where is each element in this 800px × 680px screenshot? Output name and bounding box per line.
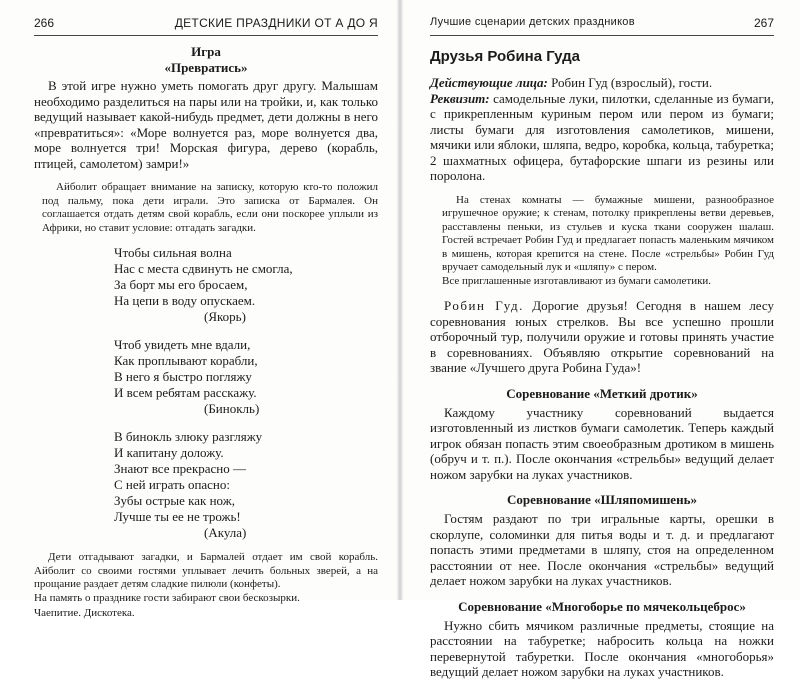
riddle-2	[114, 337, 378, 417]
closing-note-3: Чаепитие. Дискотека.	[34, 607, 135, 619]
riddle-2-line: В него я быстро погляжу	[114, 369, 252, 384]
competition-2-title: Соревнование «Шляпомишень»	[507, 492, 697, 507]
riddle-1-line: Нас с места сдвинуть не смогла,	[114, 261, 293, 276]
left-page-content	[34, 44, 378, 621]
riddle-3-answer: (Акула)	[204, 525, 247, 540]
riddle-2-line: Как проплывают корабли,	[114, 353, 258, 368]
stage-note-1: На стенах комнаты — бумажные мишени, разнообразное игрушечное оружие; к стенам, потолку прикреплены ветви деревьев, расставлены пеньки, из стульев и куска ткани сооружен шалаш. Гостей встречает Робин Гуд и предлагает попасть маленьким мячиком в мишень, которая крепится на стене. После «стрельбы» Робин Гуд вручает самодельный лук и «шляпу» с пером.	[442, 193, 774, 273]
competition-1-title: Соревнование «Меткий дротик»	[506, 385, 698, 401]
riddle-2-line: И всем ребятам расскажу.	[114, 385, 257, 400]
riddle-1-line: За борт мы его бросаем,	[114, 277, 248, 292]
stage-note-2: Все приглашенные изготавливают из бумаги самолетики.	[442, 274, 712, 287]
left-running-header	[34, 14, 378, 36]
riddle-2-line: Чтоб увидеть мне вдали,	[114, 337, 251, 352]
right-page-number: 267	[753, 16, 774, 30]
riddle-1-line: На цепи в воду опускаем.	[114, 293, 256, 308]
competition-3-title: Соревнование «Многоборье по мячекольцеброс»	[458, 598, 746, 614]
robin-speech	[430, 298, 774, 376]
riddle-3-line: В бинокль злюку разгляжу	[114, 429, 263, 444]
riddle-3-line: И капитану доложу.	[114, 445, 224, 460]
right-running-header	[430, 14, 774, 36]
riddle-1	[114, 245, 378, 325]
riddle-3-line: С ней играть опасно:	[114, 477, 231, 492]
props-text: самодельные луки, пилотки, сделанные из бумаги, с прикрепленным куриным пером или пером из бумаги; листы бумаги для изготовления самолетиков, мишени, мячики или яблоки, шляпа, ведро, коробка, кольца, табуретка; 2 шахматных офицера, бутафорские шпаги из резины или поролона.	[430, 90, 774, 183]
right-page-content	[430, 44, 774, 680]
riddle-3-line: Лучше ты ее не трожь!	[114, 509, 241, 524]
competition-3-text: Нужно сбить мячиком различные предметы, стоящие на расстоянии на табуретке; набросить кольца на ножки перевернутой табуретки. После окончания «многоборья» ведущий делает ножом зарубки на луках участников.	[430, 617, 774, 679]
riddle-1-line: Чтобы сильная волна	[114, 245, 232, 260]
riddle-3-line: Зубы острые как нож,	[114, 493, 235, 508]
competition-2-text: Гостям раздают по три игральные карты, орешки в скорлупе, соломинки для питья воды и т. д. и предлагают попасть этими предметами в шляпу, стоя на определенном расстоянии от нее. После окончания «стрельбы» ведущий делает ножом зарубки на луках участников.	[430, 511, 774, 588]
aibolit-note: Айболит обращает внимание на записку, которую кто-то положил под пальму, пока дети играли. Это записка от Бармалея. Он соглашается отдать детям свой корабль, если они поскорее уплыли из Африки, но ставит условие: отгадать загадки.	[42, 181, 378, 234]
riddle-1-answer: (Якорь)	[204, 309, 246, 324]
speech-text: Дорогие друзья! Сегодня в нашем лесу соревнования юных стрелков. Вы все успешно прошли отборочный тур, получили оружие и готовы принять участие в соревнованиях. Объявляю открытие соревнований на звание «Лучшего друга Робина Гуда»!	[430, 298, 774, 375]
props-line	[430, 91, 774, 184]
cast-line	[430, 75, 774, 91]
right-running-title: Лучшие сценарии детских праздников	[430, 16, 635, 28]
game-name: «Превратись»	[164, 60, 248, 75]
riddle-3	[114, 429, 378, 541]
riddle-2-answer: (Бинокль)	[204, 401, 260, 416]
speech-speaker: Робин Гуд.	[444, 298, 524, 313]
section-title: Друзья Робина Гуда	[430, 48, 581, 65]
left-page-number: 266	[34, 16, 55, 30]
left-running-title: ДЕТСКИЕ ПРАЗДНИКИ ОТ А ДО Я	[174, 16, 378, 30]
riddle-3-line: Знают все прекрасно —	[114, 461, 247, 476]
cast-label: Действующие лица:	[430, 75, 548, 90]
left-page	[0, 0, 400, 619]
closing-note-1: Дети отгадывают загадки, и Бармалей отдает им свой корабль. Айболит со своими гостями уплывает лечить больных зверей, а на прощание раздает детям сладкие пилюли (конфеты).	[34, 551, 378, 590]
game-heading: Игра	[191, 44, 221, 59]
right-page	[400, 0, 800, 679]
game-intro-paragraph: В этой игре нужно уметь помогать друг другу. Малышам необходимо разделиться на пары или на тройки, и, как только ведущий называет какой-нибудь предмет, дети должны в него «превратиться»: «Море волнуется раз, море волнуется два, море волнуется три! Морская фигура, дерево (корабль, птицей, самолетом) замри!»	[34, 78, 378, 171]
props-label: Реквизит:	[430, 90, 490, 106]
cast-text: Робин Гуд (взрослый), гости.	[547, 75, 713, 90]
competition-1-text: Каждому участнику соревнований выдается изготовленный из листков бумаги самолетик. Теперь каждый игрок обязан попасть этим своеобразным дротиком в мишень (обруч и т. п.). После окончания «стрельбы» ведущий делает ножом зарубки на луках участников.	[430, 404, 774, 482]
closing-note-2: На память о празднике гости забирают свои бескозырки.	[34, 591, 300, 604]
